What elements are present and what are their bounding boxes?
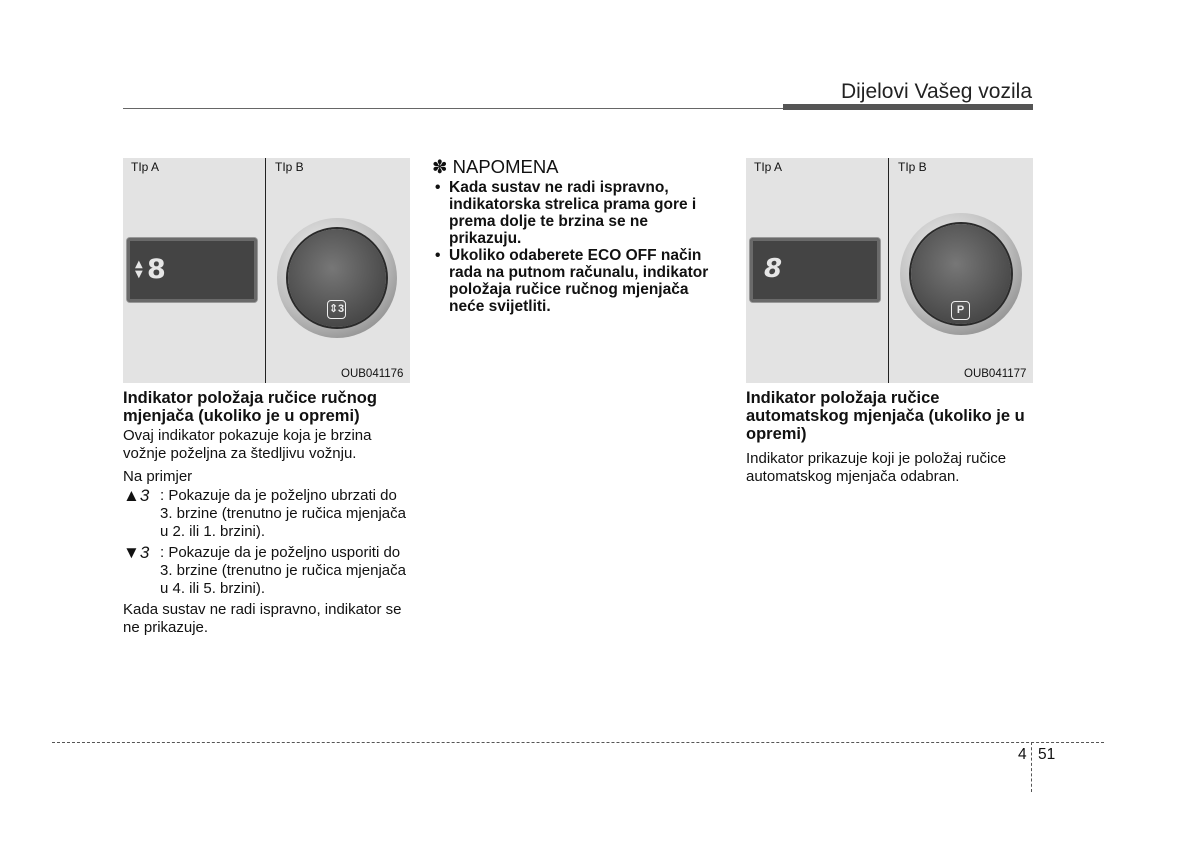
example-downshift [123, 544, 413, 598]
figure-divider [265, 158, 266, 383]
example-upshift [123, 487, 413, 541]
note-list [432, 179, 722, 315]
note-title: ✽ NAPOMENA [432, 156, 559, 177]
section-title: Dijelovi Vašeg vozila [840, 80, 1032, 103]
note-item: • Kada sustav ne radi ispravno, indikatorska strelica prama gore i prema dolje te brzina se ne prikazuju. [432, 179, 722, 247]
upshift-3-icon: ▲3 [123, 486, 150, 505]
gear-shift-badge: ⇕3 [327, 300, 346, 319]
park-badge: P [951, 301, 970, 320]
footer-rule [52, 742, 1104, 743]
manual-indicator-closing: Kada sustav ne radi ispravno, indikator se ne prikazuje. [123, 601, 402, 636]
note-item: • Ukoliko odaberete ECO OFF način rada na putnom računalu, indikator položaja ručice ručnog mjenjača neće svijetliti. [432, 247, 722, 315]
figure-label-type-a: TIp A [131, 160, 160, 174]
example-text: : Pokazuje da je poželjno ubrzati do 3. brzine (trenutno je ručica mjenjača u 2. ili 1. brzini). [160, 487, 406, 540]
lcd-display [127, 238, 257, 302]
figure-label-type-b: TIp B [275, 160, 304, 174]
automatic-indicator-figure [746, 158, 1033, 383]
manual-indicator-heading: Indikator položaja ručice ručnog mjenjača (ukoliko je u opremi) [123, 389, 377, 425]
gauge-dial-icon [277, 218, 397, 338]
figure-label-type-b: TIp B [898, 160, 927, 174]
gear-position-digit-icon: 8 [764, 254, 783, 284]
manual-indicator-figure [123, 158, 410, 383]
shift-arrows-icon: ▲ ▼ [135, 259, 143, 280]
figure-code: OUB041176 [341, 368, 404, 380]
figure-code: OUB041177 [964, 368, 1027, 380]
gear-digit-icon: 8 [147, 254, 166, 285]
footer-separator [1031, 742, 1032, 792]
header-rule-accent [783, 104, 1033, 110]
figure-label-type-a: TIp A [754, 160, 783, 174]
automatic-indicator-heading: Indikator položaja ručice automatskog mjenjača (ukoliko je u opremi) [746, 389, 1025, 443]
example-label: Na primjer [123, 468, 193, 485]
gauge-dial-icon [900, 213, 1022, 335]
manual-indicator-paragraph: Ovaj indikator pokazuje koja je brzina vožnje poželjna za štedljivu vožnju. [123, 427, 372, 462]
downshift-3-icon: ▼3 [123, 543, 150, 562]
example-text: : Pokazuje da je poželjno usporiti do 3. brzine (trenutno je ručica mjenjača u 4. ili 5. brzini). [160, 544, 406, 597]
page-number: 51 [1038, 746, 1056, 763]
chapter-number: 4 [1018, 746, 1027, 763]
figure-divider [888, 158, 889, 383]
lcd-display [750, 238, 880, 302]
header-rule [123, 108, 783, 109]
automatic-indicator-paragraph: Indikator prikazuje koji je položaj ručice automatskog mjenjača odabran. [746, 450, 1007, 485]
